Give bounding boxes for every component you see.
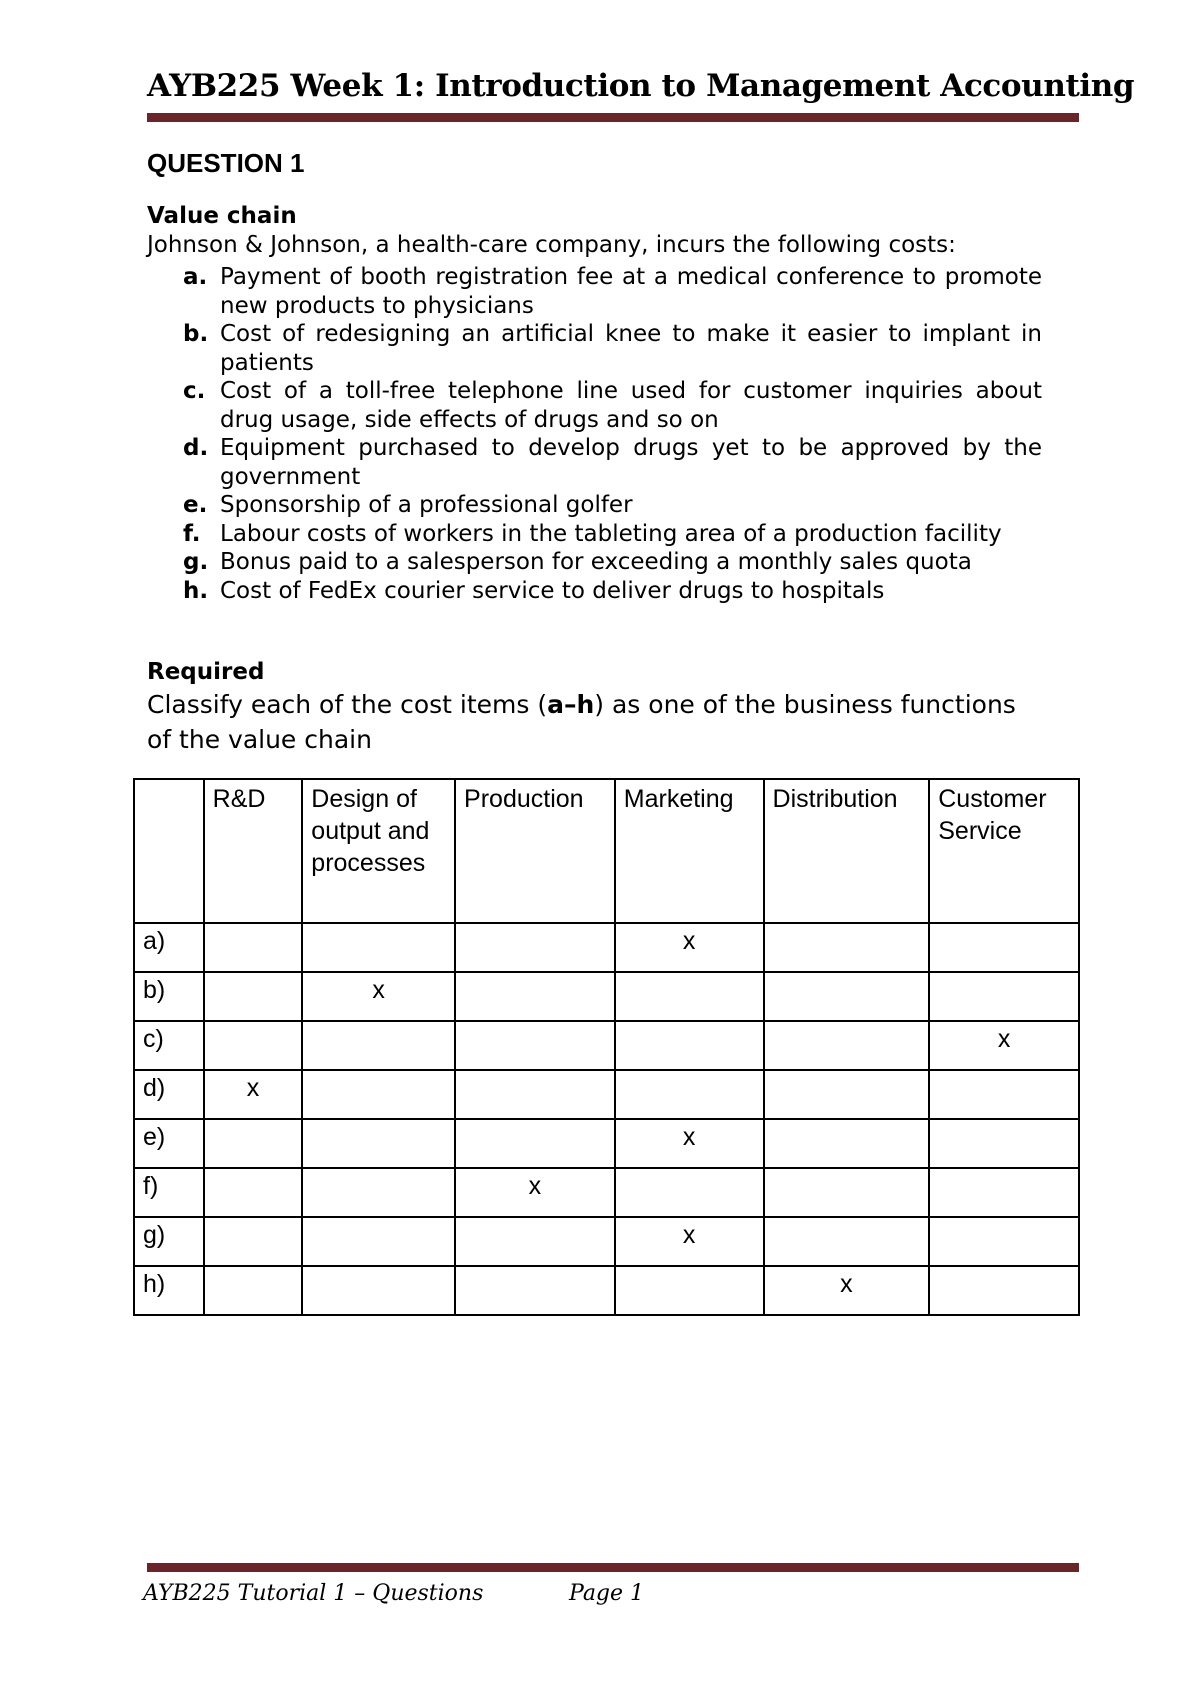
table-cell xyxy=(204,972,303,1021)
table-cell xyxy=(302,1021,455,1070)
item-text: Cost of a toll-free telephone line used for customer inquiries about drug usage, side effects of drugs and so on xyxy=(220,378,1042,433)
table-cell xyxy=(764,1168,930,1217)
table-cell xyxy=(302,1217,455,1266)
table-row xyxy=(134,923,1079,972)
row-label: c) xyxy=(134,1021,204,1070)
row-label: a) xyxy=(134,923,204,972)
list-item xyxy=(147,263,1042,320)
table-cell xyxy=(615,1168,764,1217)
list-item xyxy=(147,491,1042,520)
required-title: Required xyxy=(147,659,265,685)
column-header: Customer Service xyxy=(929,779,1079,923)
footer-rule xyxy=(147,1563,1079,1572)
table-row xyxy=(134,1119,1079,1168)
row-label: b) xyxy=(134,972,204,1021)
item-text: Labour costs of workers in the tableting area of a production facility xyxy=(220,520,1002,547)
table-cell: x xyxy=(615,1119,764,1168)
table-cell xyxy=(615,1021,764,1070)
table-cell xyxy=(302,1070,455,1119)
row-label: d) xyxy=(134,1070,204,1119)
instruction-part: Classify each of the cost items ( xyxy=(147,689,548,719)
item-text: Payment of booth registration fee at a medical conference to promote new products to physicians xyxy=(220,264,1042,319)
item-letter: d. xyxy=(183,435,209,461)
table-header-row xyxy=(134,779,1079,923)
instruction-range: a–h xyxy=(547,689,595,719)
row-label: f) xyxy=(134,1168,204,1217)
table-cell xyxy=(455,1217,615,1266)
table-cell xyxy=(204,1168,303,1217)
column-header: Marketing xyxy=(615,779,764,923)
column-header: Production xyxy=(455,779,615,923)
item-letter: c. xyxy=(183,378,206,404)
question-heading: QUESTION 1 xyxy=(147,148,305,178)
table-row xyxy=(134,1217,1079,1266)
row-label: g) xyxy=(134,1217,204,1266)
page-header-title: AYB225 Week 1: Introduction to Management Accounting xyxy=(147,68,1135,104)
table-cell xyxy=(615,1070,764,1119)
item-letter: g. xyxy=(183,549,209,575)
item-text: Equipment purchased to develop drugs yet to be approved by the government xyxy=(220,435,1042,490)
table-cell xyxy=(764,1217,930,1266)
instruction-text xyxy=(147,687,1042,757)
intro-text: Johnson & Johnson, a health-care company, incurs the following costs: xyxy=(147,231,956,258)
column-header xyxy=(134,779,204,923)
column-header: Design of output and processes xyxy=(302,779,455,923)
table-cell xyxy=(204,923,303,972)
table-row xyxy=(134,972,1079,1021)
item-text: Cost of FedEx courier service to deliver drugs to hospitals xyxy=(220,577,885,604)
table-cell xyxy=(302,1266,455,1315)
item-text: Bonus paid to a salesperson for exceeding a monthly sales quota xyxy=(220,549,972,575)
table-cell: x xyxy=(204,1070,303,1119)
column-header: R&D xyxy=(204,779,303,923)
table-cell: x xyxy=(929,1021,1079,1070)
table-cell xyxy=(455,1070,615,1119)
table-cell xyxy=(204,1119,303,1168)
list-item xyxy=(147,548,1042,577)
list-item xyxy=(147,377,1042,434)
table-cell xyxy=(302,1168,455,1217)
table-cell xyxy=(764,1119,930,1168)
section-title: Value chain xyxy=(147,203,297,229)
table-cell xyxy=(929,1119,1079,1168)
table-cell xyxy=(455,1021,615,1070)
table-cell xyxy=(929,1217,1079,1266)
list-item xyxy=(147,434,1042,491)
item-text: Cost of redesigning an artificial knee to make it easier to implant in patients xyxy=(220,321,1042,376)
item-letter: h. xyxy=(183,577,209,604)
value-chain-table xyxy=(133,778,1080,1316)
cost-items-list xyxy=(147,263,1042,605)
item-letter: e. xyxy=(183,492,208,518)
table-cell xyxy=(764,1070,930,1119)
table-cell xyxy=(455,972,615,1021)
table-cell xyxy=(929,1168,1079,1217)
table-cell xyxy=(455,1266,615,1315)
table-cell: x xyxy=(764,1266,930,1315)
table-cell xyxy=(764,1021,930,1070)
list-item xyxy=(147,320,1042,377)
item-letter: b. xyxy=(183,321,209,347)
table-cell: x xyxy=(455,1168,615,1217)
header-rule xyxy=(147,113,1079,122)
table-cell xyxy=(929,923,1079,972)
table-cell xyxy=(929,1266,1079,1315)
list-item xyxy=(147,577,1042,606)
required-block xyxy=(147,658,1042,757)
table-cell xyxy=(929,972,1079,1021)
table-cell xyxy=(302,923,455,972)
table-cell xyxy=(204,1266,303,1315)
table-cell: x xyxy=(302,972,455,1021)
table-cell xyxy=(204,1021,303,1070)
table-row xyxy=(134,1021,1079,1070)
table-cell xyxy=(764,972,930,1021)
item-text: Sponsorship of a professional golfer xyxy=(220,492,633,518)
instruction-part: ) as one of the business functions of the value chain xyxy=(147,689,1016,754)
row-label: e) xyxy=(134,1119,204,1168)
list-item xyxy=(147,520,1042,549)
table-cell xyxy=(615,972,764,1021)
table-cell xyxy=(302,1119,455,1168)
row-label: h) xyxy=(134,1266,204,1315)
item-letter: f. xyxy=(183,520,201,547)
intro-block xyxy=(147,202,1042,259)
column-header: Distribution xyxy=(764,779,930,923)
table-cell xyxy=(615,1266,764,1315)
footer-course-label: AYB225 Tutorial 1 – Questions xyxy=(143,1581,484,1606)
table-cell: x xyxy=(615,1217,764,1266)
table-row xyxy=(134,1266,1079,1315)
table-cell xyxy=(204,1217,303,1266)
table-cell xyxy=(764,923,930,972)
item-letter: a. xyxy=(183,264,208,290)
table-row xyxy=(134,1168,1079,1217)
table-cell xyxy=(455,923,615,972)
table-cell xyxy=(929,1070,1079,1119)
table-cell xyxy=(455,1119,615,1168)
footer-page-number: Page 1 xyxy=(569,1581,645,1606)
table-cell: x xyxy=(615,923,764,972)
table-row xyxy=(134,1070,1079,1119)
